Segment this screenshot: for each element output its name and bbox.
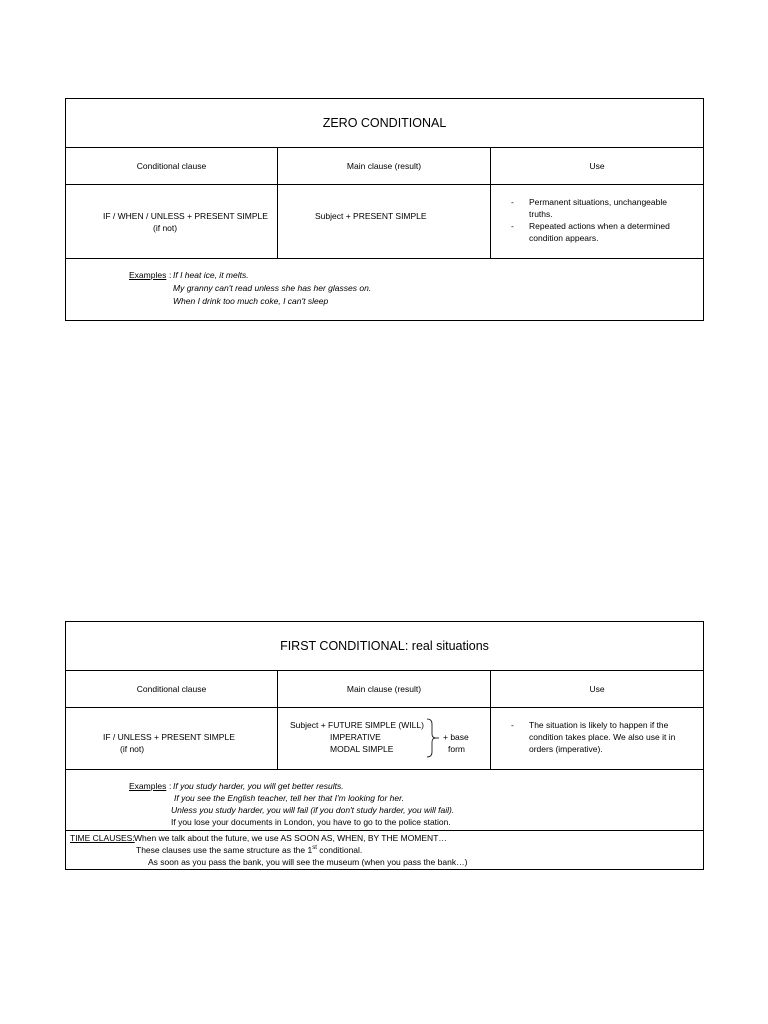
header-main-clause: Main clause (result) (278, 671, 491, 707)
header-main-clause: Main clause (result) (278, 148, 491, 184)
header-conditional-clause: Conditional clause (66, 148, 278, 184)
colon: : (169, 781, 172, 791)
first-conditional-title: FIRST CONDITIONAL: real situations (280, 639, 489, 653)
first-conditional-clause-cell (66, 708, 278, 769)
first-examples-label: Examples (129, 781, 167, 791)
first-conditional-table (65, 621, 704, 870)
first-conditional-if-not: (if not) (120, 744, 145, 754)
zero-conditional-body-row (66, 185, 703, 259)
zero-use-item: - Permanent situations, unchangeable truths. (511, 196, 683, 220)
first-example: If you see the English teacher, tell her that I'm looking for her. (174, 793, 404, 803)
zero-use-list (511, 196, 683, 244)
header-use: Use (589, 684, 605, 694)
first-main-clause-cell (278, 708, 491, 769)
header-use: Use (589, 161, 605, 171)
right-brace-icon (424, 718, 442, 758)
time-clauses-row (66, 831, 703, 869)
first-conditional-body-row (66, 708, 703, 770)
first-conditional-formula: IF / UNLESS + PRESENT SIMPLE (103, 732, 235, 742)
header-conditional-clause: Conditional clause (66, 671, 278, 707)
superscript-st: st (312, 845, 317, 852)
time-clauses-text-2-post: conditional. (319, 845, 363, 855)
zero-conditional-if-not: (if not) (153, 223, 178, 233)
zero-conditional-header-row (66, 148, 703, 185)
zero-use-cell (491, 185, 703, 258)
zero-examples-label: Examples (129, 270, 167, 280)
zero-examples-row (66, 259, 703, 320)
zero-example: My granny can't read unless she has her glasses on. (173, 283, 372, 293)
first-use-list (511, 719, 687, 755)
base-form-text-2: form (448, 744, 465, 754)
first-main-modal: MODAL SIMPLE (330, 744, 394, 754)
time-clauses-text-2-pre: These clauses use the same structure as the 1 (136, 845, 313, 855)
base-form-text: + base (443, 732, 469, 742)
zero-example: If I heat ice, it melts. (173, 270, 249, 280)
first-example: If you study harder, you will get better results. (173, 781, 344, 791)
time-clauses-label: TIME CLAUSES: (70, 833, 135, 843)
first-example: If you lose your documents in London, you have to go to the police station. (171, 817, 451, 827)
first-conditional-header-row (66, 671, 703, 708)
zero-conditional-title: ZERO CONDITIONAL (322, 116, 447, 130)
zero-main-formula: Subject + PRESENT SIMPLE (315, 211, 427, 221)
first-main-imperative: IMPERATIVE (330, 732, 381, 742)
colon: : (169, 270, 172, 280)
zero-conditional-table (65, 98, 704, 321)
zero-conditional-clause-cell (66, 185, 278, 258)
zero-example: When I drink too much coke, I can't sleep (173, 296, 329, 306)
time-clauses-text: When we talk about the future, we use AS SOON AS, WHEN, BY THE MOMENT… (134, 833, 447, 843)
first-main-formula: Subject + FUTURE SIMPLE (WILL) (290, 720, 424, 730)
time-clauses-text-2 (136, 845, 362, 855)
time-clauses-example: As soon as you pass the bank, you will see the museum (when you pass the bank…) (148, 857, 468, 867)
zero-main-clause-cell (278, 185, 491, 258)
first-conditional-title-row (66, 622, 703, 671)
first-examples-row (66, 770, 703, 831)
first-use-cell (491, 708, 703, 769)
zero-conditional-formula: IF / WHEN / UNLESS + PRESENT SIMPLE (103, 211, 268, 221)
first-use-item: - The situation is likely to happen if the condition takes place. We also use it in orders (imperative). (511, 719, 687, 755)
first-example: Unless you study harder, you will fail (if you don't study harder, you will fail). (171, 805, 455, 815)
zero-conditional-title-row (66, 99, 703, 148)
zero-use-item: - Repeated actions when a determined condition appears. (511, 220, 683, 244)
